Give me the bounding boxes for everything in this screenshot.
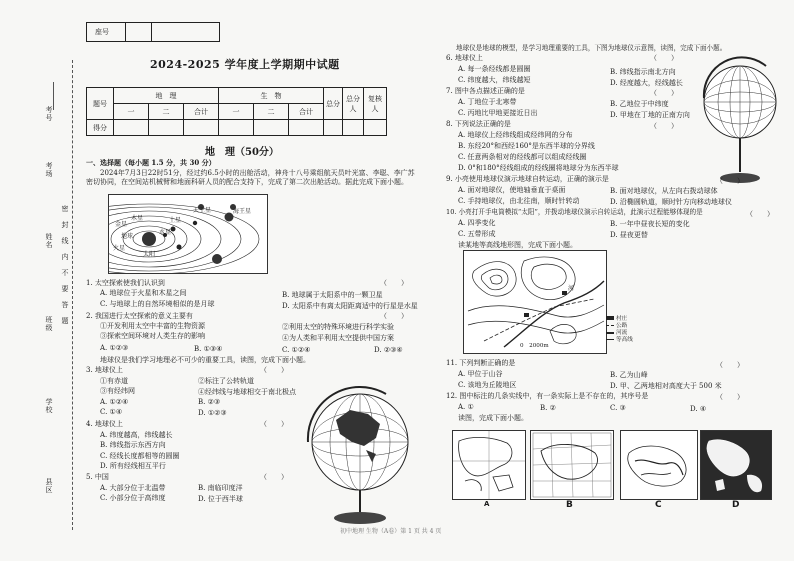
label-venus: 金星 (115, 221, 128, 228)
q3-option-a[interactable]: A. ①②④ (100, 398, 129, 406)
q2-option-a[interactable]: A. ①②③ (100, 344, 129, 352)
map-d (700, 430, 772, 500)
label-jupiter: 木星 (131, 215, 144, 222)
q5-option-a[interactable]: A. 大部分位于北温带 (100, 484, 166, 492)
legend-item (606, 330, 642, 337)
margin-exam-no: 考号 (45, 106, 53, 122)
planet-mark (193, 221, 197, 225)
score-bio-header: 生 物 (219, 88, 324, 104)
label-uranus: 天王星 (193, 207, 212, 214)
q4-option-d[interactable]: D. 所有经线相互平行 (100, 462, 166, 470)
intro-text: 2024年7月3日22时51分，经过约6.5小时的出舱活动，神舟十八号乘组航天员叶光富、李聪、李广苏密切协同，在空间站机械臂和地面科研人员的配合支持下，完成了第二次出舱活动。据此完成下面小题。 (86, 169, 415, 186)
q8-stem: 8. 下列说法正确的是 (446, 120, 511, 128)
seal-line (72, 60, 73, 530)
q8-option-b[interactable]: B. 东经20°和西经160°是东西半球的分界线 (458, 142, 595, 150)
label-earth: 地球 (121, 233, 134, 240)
q1-option-b[interactable]: B. 地球属于太阳系中的一颗卫星 (282, 291, 383, 299)
q8-option-c[interactable]: C. 任意两条相对的经线都可以组成经线圈 (458, 153, 587, 161)
q5-paren: （ ） (260, 473, 288, 481)
legend-road: 公路 (616, 323, 628, 329)
contour-intro: 读某地等高线地形图，完成下面小题。 (458, 241, 577, 249)
q2-paren: （ ） (380, 312, 408, 320)
seat-box (86, 22, 220, 42)
score-reviewer: 复核人 (364, 88, 387, 120)
planet-mark (212, 254, 222, 264)
q10-option-b[interactable]: B. 一年中昼夜长短的变化 (610, 220, 690, 228)
q2-item-4: ④为人类和平利用太空提供中国方案 (282, 334, 394, 342)
q11-option-c[interactable]: C. 该地为丘陵地区 (458, 381, 517, 389)
planet-mark (177, 245, 182, 250)
q11-option-d[interactable]: D. 甲、乙两地相对高度大于 500 米 (610, 382, 722, 390)
contour-legend (606, 316, 642, 344)
exam-title: 2024-2025 学年度上学期期中试题 (150, 58, 340, 71)
score-geo-header: 地 理 (114, 88, 219, 104)
globe-svg-left (306, 380, 418, 530)
q10-paren: （ ） (746, 210, 774, 218)
map-label-c: C (655, 500, 662, 510)
score-bio-sub: 合计 (289, 104, 324, 120)
margin-line (53, 82, 54, 110)
margin-district: 县区 (45, 478, 53, 494)
margin-seal-text: 密 封 线 内 不 要 答 题 (61, 205, 69, 325)
q2-item-3: ③探索空间环境对人类生存的影响 (100, 332, 205, 340)
score-table (86, 87, 387, 136)
legend-village: 村庄 (616, 316, 628, 322)
map-b-svg (531, 431, 613, 499)
q10-option-a[interactable]: A. 四季变化 (458, 219, 496, 227)
q3-item-3: ③有经纬网 (100, 387, 135, 395)
globe-figure-right (700, 54, 782, 190)
q3-option-d[interactable]: D. ①②③ (198, 409, 227, 417)
map-label-d: D (732, 500, 740, 510)
score-row-topic: 题号 (87, 88, 114, 120)
q10-stem: 10. 小亮打开手电筒模拟“太阳”，并拨动地球仪演示自转运动，此演示过程能够体现的是 (446, 208, 703, 216)
score-cell[interactable] (343, 120, 364, 136)
score-cell[interactable] (114, 120, 149, 136)
q8-option-a[interactable]: A. 地球仪上经纬线组成经纬网的分布 (458, 131, 573, 139)
q9-option-b[interactable]: B. 面对地球仪，从左向右拨动球体 (610, 187, 718, 195)
q9-option-a[interactable]: A. 面对地球仪，使地轴垂直于桌面 (458, 186, 566, 194)
q3-paren: （ ） (260, 366, 288, 374)
map-c-svg (621, 431, 697, 499)
q4-option-b[interactable]: B. 纬线指示东西方向 (100, 441, 166, 449)
q4-stem: 4. 地球仪上 (86, 420, 123, 428)
q8-option-d[interactable]: D. 0°和180°经线组成的经线圈将地球分为东西半球 (458, 164, 619, 172)
score-bio-2: 二 (254, 104, 289, 120)
q9-stem: 9. 小亮使用地球仪演示地球自转运动，正确的演示是 (446, 175, 609, 183)
q5-stem: 5. 中国 (86, 473, 109, 481)
q11-paren: （ ） (716, 361, 744, 369)
q1-paren: （ ） (380, 279, 408, 287)
q11-stem: 11. 下列判断正确的是 (446, 359, 516, 367)
map-d-svg (701, 431, 771, 499)
contour-scale: 0 2000m (520, 343, 549, 349)
q4-paren: （ ） (260, 420, 288, 428)
q2-option-d[interactable]: D. ②③④ (374, 346, 403, 354)
q3-item-1: ①有赤道 (100, 377, 128, 385)
q5-option-d[interactable]: D. 位于西半球 (198, 495, 243, 503)
q6-option-c[interactable]: C. 纬度越大，纬线越短 (458, 76, 531, 84)
q4-option-c[interactable]: C. 经线长度都相等的圆圈 (100, 452, 180, 460)
q3-item-4: ④经纬线与地球相交于南北极点 (198, 388, 296, 396)
score-cell[interactable] (289, 120, 324, 136)
legend-contour: 等高线 (616, 337, 633, 343)
legend-item (606, 337, 642, 344)
q6-option-d[interactable]: D. 经度越大，经线越长 (610, 79, 683, 87)
contour-river-label: 河 (568, 285, 575, 292)
score-grader: 总分人 (343, 88, 364, 120)
map-a-svg (453, 431, 525, 499)
score-bio-1: 一 (219, 104, 254, 120)
q9-option-d[interactable]: D. 沿椭圆轨道，顺时针方向移动地球仪 (610, 198, 732, 206)
score-total: 总分 (324, 88, 343, 120)
q3-stem: 3. 地球仪上 (86, 366, 123, 374)
q7-option-b[interactable]: B. 乙地位于中纬度 (610, 100, 669, 108)
margin-class: 班级 (45, 316, 53, 332)
q7-option-d[interactable]: D. 甲地在丁地的正南方向 (610, 111, 690, 119)
margin-exam-room: 考场 (45, 162, 53, 178)
section-title: 地 理（50分） (205, 147, 279, 158)
q1-stem: 1. 太空探索使我们认识到 (86, 279, 165, 287)
score-cell[interactable] (149, 120, 184, 136)
score-cell[interactable] (184, 120, 219, 136)
map-label-b: B (566, 500, 573, 510)
label-saturn: 土星 (169, 217, 182, 224)
score-row-score: 得分 (87, 120, 114, 136)
score-geo-1: 一 (114, 104, 149, 120)
margin-school: 学校 (45, 398, 53, 414)
map-b (530, 430, 614, 500)
score-cell[interactable] (254, 120, 289, 136)
q5-option-b[interactable]: B. 南临印度洋 (198, 484, 243, 492)
margin-name: 姓名 (45, 233, 53, 249)
legend-item (606, 316, 642, 323)
q12-stem: 12. 图中标注的几条实线中，有一条实际上是不存在的，其序号是 (446, 392, 649, 400)
q9-paren: （ ） (716, 177, 744, 185)
q12-option-a[interactable]: A. ① (458, 403, 474, 411)
q10-option-d[interactable]: D. 昼夜更替 (610, 231, 648, 239)
seat-label: 座号 (95, 28, 109, 36)
seat-divider (125, 23, 126, 41)
map-c (620, 430, 698, 500)
q12-option-d[interactable]: D. ④ (690, 405, 707, 413)
label-neptune: 海王星 (233, 208, 252, 215)
q2-item-1: ①开发利用太空中丰富的生物资源 (100, 322, 205, 330)
q2-item-2: ②利用太空的特殊环境进行科学实验 (282, 323, 394, 331)
score-cell[interactable] (219, 120, 254, 136)
q8-paren: （ ） (650, 122, 678, 130)
q11-option-a[interactable]: A. 甲位于山谷 (458, 370, 503, 378)
globe-svg-right (700, 54, 782, 190)
q12-paren: （ ） (716, 393, 744, 401)
globe-figure-left (306, 380, 418, 530)
map-a (452, 430, 526, 500)
part-one-heading: 一、选择题（每小题 1.5 分，共 30 分） (86, 158, 216, 167)
legend-item (606, 323, 642, 330)
q12-option-c[interactable]: C. ③ (610, 404, 626, 412)
q3-item-2: ②标注了公转轨道 (198, 377, 254, 385)
q1-option-c[interactable]: C. 与地球上的自然环境相似的是月球 (100, 300, 215, 308)
q3-option-c[interactable]: C. ①④ (100, 408, 123, 416)
label-sun: 太阳 (143, 251, 156, 258)
q5-option-c[interactable]: C. 小部分位于高纬度 (100, 494, 166, 502)
label-mercury: 水星 (159, 229, 172, 236)
q9-option-c[interactable]: C. 手持地球仪，由北往南，顺时针转动 (458, 197, 580, 205)
planet-mark (171, 227, 176, 232)
legend-river: 河流 (616, 330, 628, 336)
q6-paren: （ ） (650, 54, 678, 62)
globe-intro: 地球仪是我们学习地理必不可少的重要工具，读图，完成下面小题。 (100, 356, 310, 364)
map-label-a: A (484, 500, 490, 508)
score-cell[interactable] (324, 120, 343, 136)
q6-stem: 6. 地球仪上 (446, 54, 483, 62)
score-cell[interactable] (364, 120, 387, 136)
contour-svg (464, 251, 606, 353)
q6-option-b[interactable]: B. 纬线指示南北方向 (610, 68, 676, 76)
q11-option-b[interactable]: B. 乙为山峰 (610, 371, 648, 379)
q12-option-b[interactable]: B. ② (540, 404, 556, 412)
label-mars: 火星 (113, 245, 126, 252)
q7-option-c[interactable]: C. 丙地比甲地更接近日出 (458, 109, 538, 117)
q1-option-a[interactable]: A. 地球位于火星和木星之间 (100, 289, 187, 297)
contour-map-figure (463, 250, 607, 354)
q7-option-a[interactable]: A. 丁地位于北寒带 (458, 98, 517, 106)
q6-option-a[interactable]: A. 每一条经线都是圆圈 (458, 65, 531, 73)
score-geo-2: 二 (149, 104, 184, 120)
q1-option-d[interactable]: D. 太阳系中有离太阳距离适中的行星是水星 (282, 302, 418, 310)
sun-mark (142, 232, 156, 246)
solar-system-figure (108, 194, 268, 274)
score-geo-sub: 合计 (184, 104, 219, 120)
q2-stem: 2. 我国进行太空探索的意义主要有 (86, 312, 193, 320)
q2-option-c[interactable]: C. ①②④ (282, 346, 311, 354)
q7-stem: 7. 图中各点描述正确的是 (446, 87, 525, 95)
q2-option-b[interactable]: B. ①③④ (194, 345, 223, 353)
q7-paren: （ ） (650, 89, 678, 97)
q4-option-a[interactable]: A. 纬度越高，纬线越长 (100, 431, 173, 439)
right-intro: 地球仪是地球的模型，是学习地理重要的工具，下图为地球仪示意图，读图，完成下面小题。 (456, 44, 727, 52)
q3-option-b[interactable]: B. ②③ (198, 398, 221, 406)
seat-divider (151, 23, 152, 41)
q10-option-c[interactable]: C. 五带形成 (458, 230, 496, 238)
page-footer: 初中地理 生物（A卷）第 1 页 共 4 页 (340, 528, 442, 535)
maps-intro: 读图，完成下面小题。 (458, 414, 528, 422)
